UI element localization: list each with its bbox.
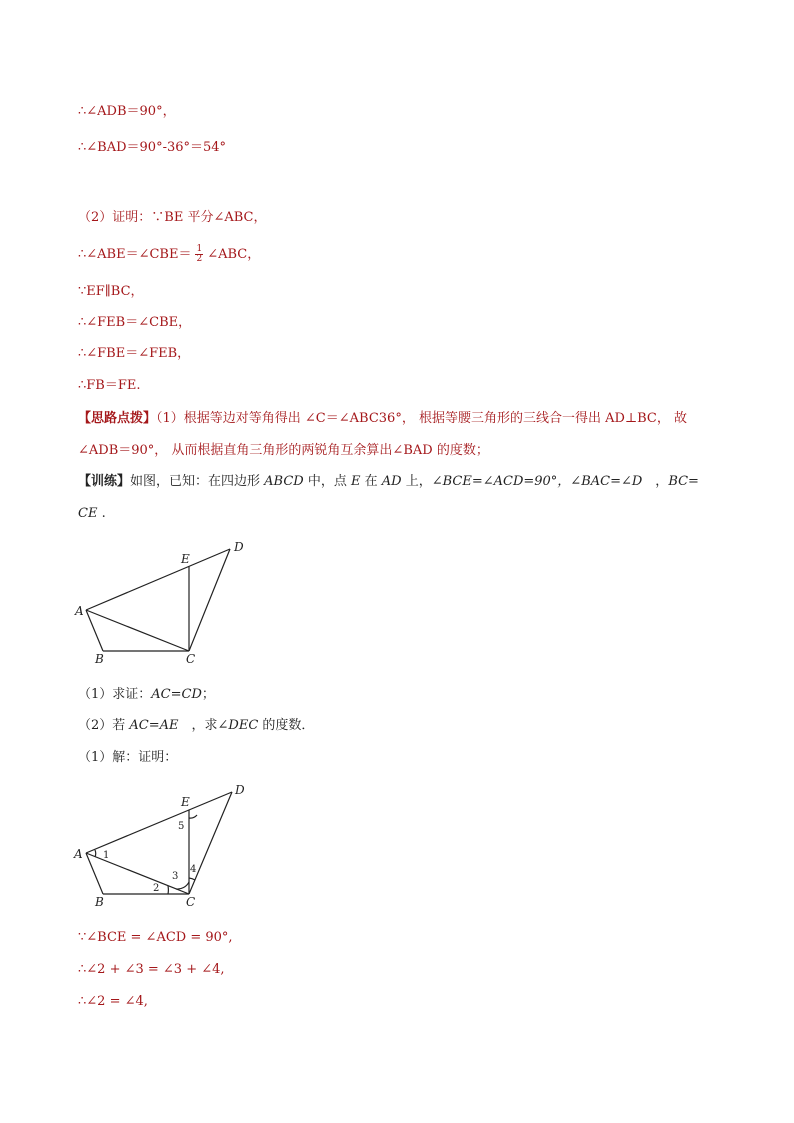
solution-line: ∴∠BAD＝90°-36°＝54° bbox=[78, 140, 227, 155]
solution-line: ∴FB＝FE. bbox=[78, 378, 141, 393]
math-condition: ∠BCE=∠ACD=90°，∠BAC=∠D bbox=[431, 474, 643, 489]
question-text: 的度数． bbox=[258, 718, 315, 733]
solution-line: ∴∠ADB＝90°， bbox=[78, 104, 176, 119]
training-line bbox=[78, 473, 699, 491]
question-text: ，求 bbox=[178, 718, 218, 733]
label-e: E bbox=[181, 552, 190, 566]
proof-line: ∴∠2 + ∠3 = ∠3 + ∠4, bbox=[78, 962, 225, 977]
angle-label-5: 5 bbox=[178, 821, 185, 832]
solution-line: ∵EF∥BC， bbox=[78, 284, 144, 299]
math-quad: ABCD bbox=[264, 474, 304, 489]
math-expr: AC=AE bbox=[129, 718, 179, 733]
solution-line bbox=[78, 245, 260, 264]
fraction-half bbox=[195, 245, 203, 264]
math-point: E bbox=[350, 474, 361, 489]
label-c: C bbox=[186, 652, 196, 666]
question-1 bbox=[78, 686, 215, 704]
label-a: A bbox=[74, 847, 83, 861]
training-line bbox=[78, 505, 106, 523]
training-text: 如图，已知：在四边形 bbox=[130, 474, 265, 489]
angle-label-1: 1 bbox=[103, 850, 110, 861]
math-expr: ∠DEC bbox=[217, 718, 259, 733]
segment-ad bbox=[86, 549, 230, 610]
hint-tag: 【思路点拨】 bbox=[78, 411, 157, 426]
solution-line: ∴∠FBE＝∠FEB， bbox=[78, 346, 191, 361]
label-d: D bbox=[234, 540, 244, 554]
hint-line: ∠ADB＝90°， 从而根据直角三角形的两锐角互余算出∠BAD 的度数； bbox=[78, 443, 489, 458]
angle-arc-5 bbox=[189, 815, 197, 818]
angle-label-3: 3 bbox=[172, 871, 179, 882]
math-expr: AC=CD bbox=[151, 687, 202, 702]
solution-start: （1）解：证明： bbox=[78, 750, 178, 765]
label-a: A bbox=[75, 604, 84, 618]
angle-label-2: 2 bbox=[153, 883, 160, 894]
segment-ac bbox=[86, 610, 189, 651]
geometry-figure-2 bbox=[60, 778, 260, 910]
hint-line bbox=[78, 410, 687, 428]
question-text: （2）若 bbox=[78, 718, 130, 733]
label-d: D bbox=[235, 783, 245, 797]
solution-line: ∴∠FEB＝∠CBE， bbox=[78, 315, 192, 330]
training-tag: 【训练】 bbox=[78, 474, 131, 489]
label-e: E bbox=[181, 795, 190, 809]
geometry-figure-1 bbox=[60, 533, 260, 668]
hint-text: （1）根据等边对等角得出 ∠C＝∠ABC36°， 根据等腰三角形的三线合一得出 AD⊥BC， 故 bbox=[156, 411, 687, 426]
solution-line: （2）证明：∵BE 平分∠ABC， bbox=[78, 210, 267, 225]
training-text: . bbox=[97, 506, 106, 521]
fraction-numerator: 1 bbox=[196, 244, 203, 254]
question-2 bbox=[78, 717, 314, 735]
math-condition: BC= bbox=[668, 474, 699, 489]
question-text: （1）求证： bbox=[78, 687, 152, 702]
question-text: ； bbox=[201, 687, 215, 702]
equation-text: ∴∠ABE＝∠CBE＝ bbox=[78, 247, 192, 262]
training-text: 上， bbox=[401, 474, 432, 489]
training-text: 中，点 bbox=[303, 474, 351, 489]
training-text: ， bbox=[642, 474, 669, 489]
angle-label-4: 4 bbox=[190, 864, 197, 875]
training-text: 在 bbox=[360, 474, 382, 489]
label-b: B bbox=[95, 895, 104, 909]
angle-arc-3 bbox=[176, 882, 189, 889]
label-b: B bbox=[95, 652, 104, 666]
proof-line: ∵∠BCE = ∠ACD = 90°, bbox=[78, 930, 233, 945]
angle-arc-1 bbox=[95, 850, 96, 857]
math-segment: AD bbox=[381, 474, 402, 489]
angle-arc-4 bbox=[189, 878, 195, 880]
label-c: C bbox=[186, 895, 196, 909]
proof-line: ∴∠2 = ∠4, bbox=[78, 994, 148, 1009]
math-condition: CE bbox=[78, 506, 98, 521]
equation-text: ∠ABC， bbox=[207, 247, 261, 262]
fraction-denominator: 2 bbox=[196, 254, 203, 264]
